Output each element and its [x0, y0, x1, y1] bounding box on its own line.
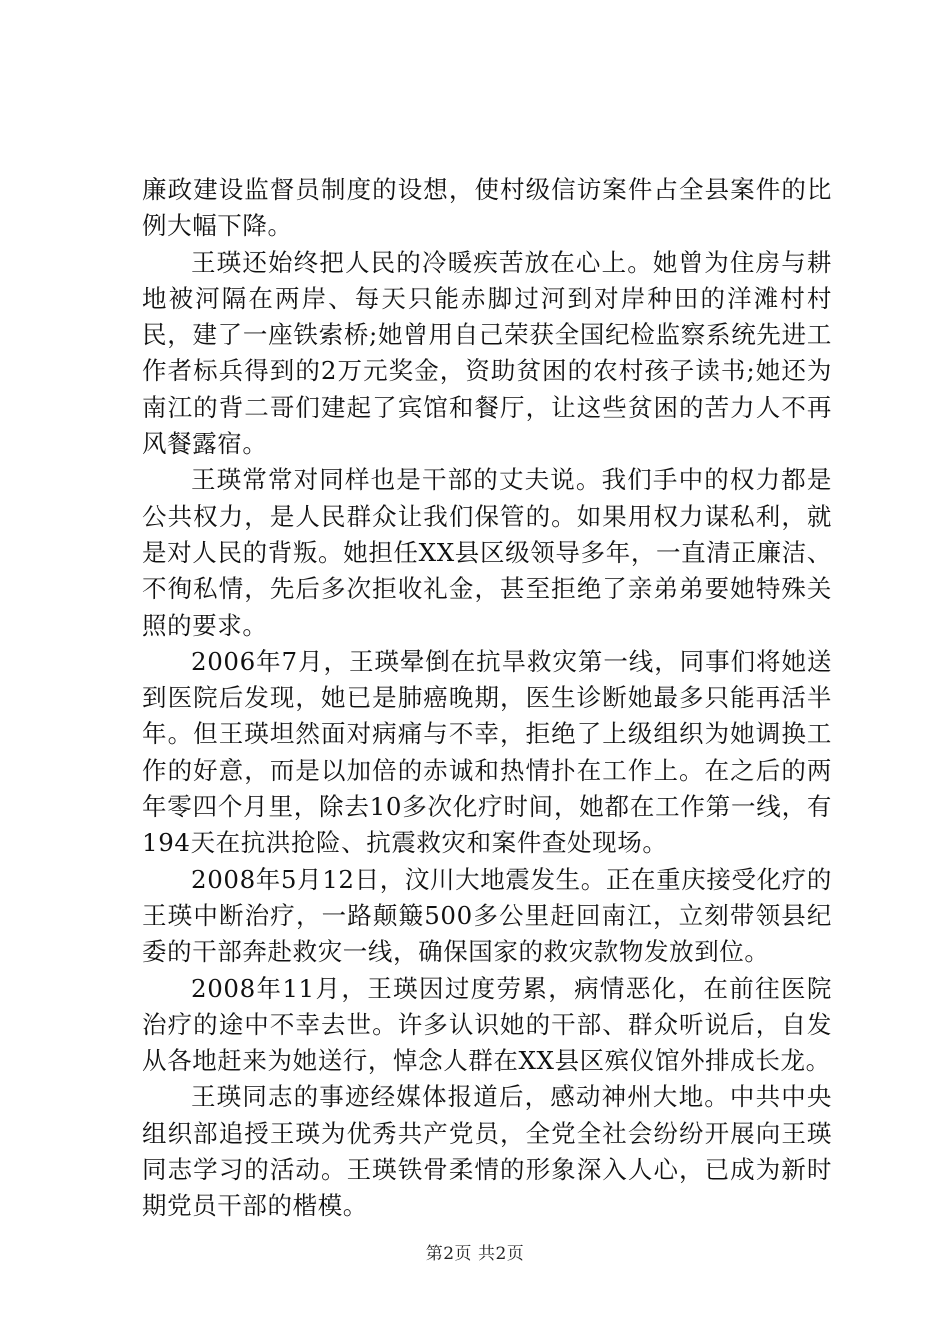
paragraph-1: 廉政建设监督员制度的设想，使村级信访案件占全县案件的比例大幅下降。 [142, 175, 832, 241]
paragraph-5: 2008年5月12日，汶川大地震发生。正在重庆接受化疗的王瑛中断治疗，一路颠簸500多公里赶回南江，立刻带领县纪委的干部奔赴救灾一线，确保国家的救灾款物发放到位。 [142, 864, 832, 967]
paragraph-4: 2006年7月，王瑛晕倒在抗旱救灾第一线，同事们将她送到医院后发现，她已是肺癌晚期，医生诊断她最多只能再活半年。但王瑛坦然面对病痛与不幸，拒绝了上级组织为她调换工作的好意，而是以加倍的赤诚和热情扑在工作上。在之后的两年零四个月里，除去10多次化疗时间，她都在工作第一线，有194天在抗洪抢险、抗震救灾和案件查处现场。 [142, 646, 832, 858]
page-footer [0, 1243, 950, 1265]
paragraph-6: 2008年11月，王瑛因过度劳累，病情恶化，在前往医院治疗的途中不幸去世。许多认识她的干部、群众听说后，自发从各地赶来为她送行，悼念人群在XX县区殡仪馆外排成长龙。 [142, 973, 832, 1076]
page-number-label: 第2页 共2页 [425, 1244, 525, 1264]
article-body [142, 172, 832, 1225]
paragraph-3: 王瑛常常对同样也是干部的丈夫说。我们手中的权力都是公共权力，是人民群众让我们保管的。如果用权力谋私利，就是对人民的背叛。她担任XX县区级领导多年，一直清正廉洁、不徇私情，先后多次拒收礼金，甚至拒绝了亲弟弟要她特殊关照的要求。 [142, 465, 832, 640]
paragraph-2: 王瑛还始终把人民的冷暖疾苦放在心上。她曾为住房与耕地被河隔在两岸、每天只能赤脚过河到对岸种田的洋滩村村民，建了一座铁索桥;她曾用自己荣获全国纪检监察系统先进工作者标兵得到的2万元奖金，资助贫困的农村孩子读书;她还为南江的背二哥们建起了宾馆和餐厅，让这些贫困的苦力人不再风餐露宿。 [142, 247, 832, 459]
paragraph-7: 王瑛同志的事迹经媒体报道后，感动神州大地。中共中央组织部追授王瑛为优秀共产党员，全党全社会纷纷开展向王瑛同志学习的活动。王瑛铁骨柔情的形象深入人心，已成为新时期党员干部的楷模。 [142, 1082, 832, 1221]
